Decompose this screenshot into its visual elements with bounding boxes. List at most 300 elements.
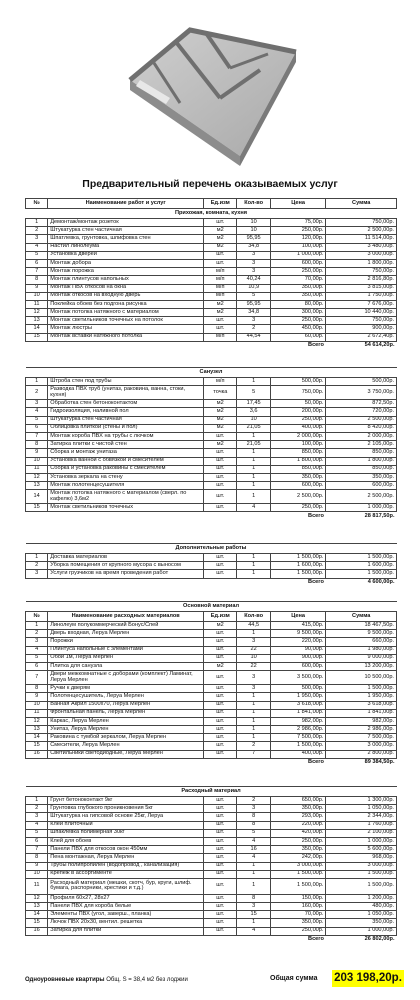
- table-cell: Демонтаж/монтаж розеток: [48, 219, 204, 227]
- table-cell: 350,00р.: [270, 284, 326, 292]
- table-cell: 750,00р.: [326, 219, 397, 227]
- table-cell: шт.: [204, 927, 237, 935]
- page-title: Предварительный перечень оказываемых услуг: [82, 178, 338, 190]
- table-cell: шт.: [204, 432, 237, 440]
- table-cell: м2: [204, 622, 237, 630]
- table-cell: 350,00р.: [326, 473, 397, 481]
- table-row: [26, 662, 397, 670]
- table-row: [26, 268, 397, 276]
- table-cell: 3: [26, 813, 48, 821]
- table-cell: 1: [26, 797, 48, 805]
- table-cell: шт.: [204, 457, 237, 465]
- total-value: 28 817,50р.: [364, 513, 395, 519]
- table-cell: 1 600,00р.: [270, 562, 326, 570]
- grand-total-value: 203 198,20р.: [332, 970, 404, 987]
- table-row: [26, 300, 397, 308]
- table-consumables: [25, 786, 397, 945]
- table-cell: шт.: [204, 709, 237, 717]
- table-cell: 850,00р.: [270, 465, 326, 473]
- table-cell: Затирка плитки с чистой стен: [48, 441, 204, 449]
- table-header-row: [26, 612, 397, 622]
- table-cell: Дверь входная, Леруа Мерлен: [48, 630, 204, 638]
- table-cell: 3 000,00р.: [326, 742, 397, 750]
- table-cell: 10 440,00р.: [326, 309, 397, 317]
- table-cell: шт.: [204, 837, 237, 845]
- table-cell: 3 500,00р.: [270, 671, 326, 685]
- table-row: [26, 333, 397, 341]
- table-cell: шт.: [204, 862, 237, 870]
- table-cell: Грунтовка глубокого проникновения 5кг: [48, 805, 204, 813]
- table-cell: 100,00р.: [270, 441, 326, 449]
- table-cell: м2: [204, 400, 237, 408]
- table-cell: 5: [26, 251, 48, 259]
- table-cell: Установка дверей: [48, 251, 204, 259]
- table-cell: 1 000,00р.: [326, 504, 397, 512]
- table-row: [26, 927, 397, 935]
- table-row: [26, 219, 397, 227]
- table-cell: м2: [204, 408, 237, 416]
- table-cell: 1: [237, 457, 270, 465]
- table-cell: 9 000,00р.: [326, 654, 397, 662]
- table-cell: 1: [237, 473, 270, 481]
- table-cell: 1 800,00р.: [326, 259, 397, 267]
- table-cell: 7 500,00р.: [270, 734, 326, 742]
- table-cell: м/п: [204, 268, 237, 276]
- table-cell: 420,00р.: [270, 829, 326, 837]
- table-cell: м2: [204, 300, 237, 308]
- table-cell: шт.: [204, 717, 237, 725]
- table-cell: 2 500,00р.: [326, 416, 397, 424]
- table-cell: Монтаж вставки натяжного потолка: [48, 333, 204, 341]
- table-cell: 1: [237, 490, 270, 504]
- table-cell: 4: [237, 927, 270, 935]
- table-cell: 4: [26, 646, 48, 654]
- table-cell: 500,00р.: [270, 378, 326, 386]
- table-cell: шт.: [204, 482, 237, 490]
- table-cell: шт.: [204, 693, 237, 701]
- total-value: 26 802,00р.: [364, 936, 395, 943]
- table-cell: 1 500,00р.: [270, 870, 326, 878]
- table-cell: 2 100,00р.: [326, 829, 397, 837]
- table-cell: 34,8: [237, 309, 270, 317]
- table-row: [26, 903, 397, 911]
- table-cell: 1 980,00р.: [326, 646, 397, 654]
- table-cell: 3: [26, 638, 48, 646]
- table-cell: 2: [26, 386, 48, 400]
- table-cell: 12: [26, 894, 48, 902]
- table-cell: шт.: [204, 829, 237, 837]
- table-cell: шт.: [204, 317, 237, 325]
- table-cell: 1 500,00р.: [270, 742, 326, 750]
- table-cell: 850,00р.: [326, 465, 397, 473]
- table-cell: 500,00р.: [270, 685, 326, 693]
- table-cell: 6: [26, 662, 48, 670]
- table-cell: 1: [237, 709, 270, 717]
- total-label: Всего: [308, 513, 324, 519]
- column-header: №: [26, 199, 48, 209]
- table-cell: 250,00р.: [270, 416, 326, 424]
- table-cell: шт.: [204, 734, 237, 742]
- table-cell: 2 000,00р.: [270, 432, 326, 440]
- table-cell: 12: [26, 309, 48, 317]
- table-cell: 2 800,00р.: [326, 750, 397, 758]
- table-cell: 7: [26, 846, 48, 854]
- table-cell: шт.: [204, 638, 237, 646]
- table-cell: 5: [237, 829, 270, 837]
- table-cell: 1 500,00р.: [270, 554, 326, 562]
- table-row: [26, 846, 397, 854]
- table-cell: Монтаж добора: [48, 259, 204, 267]
- table-cell: Установка ванной с обвязкой и смесителем: [48, 457, 204, 465]
- table-cell: 1 500,00р.: [270, 878, 326, 894]
- table-cell: Настил линолеума: [48, 243, 204, 251]
- table-cell: Монтаж потолка натяжного с материалом (сверл. по кафелю) 3,6м2: [48, 490, 204, 504]
- table-row: [26, 646, 397, 654]
- table-cell: 250,00р.: [270, 317, 326, 325]
- table-row: [26, 570, 397, 578]
- table-row: [26, 457, 397, 465]
- table-cell: 8: [26, 685, 48, 693]
- table-cell: 1 200,00р.: [326, 894, 397, 902]
- table-cell: 3 000,00р.: [270, 862, 326, 870]
- table-cell: шт.: [204, 742, 237, 750]
- table-cell: 1: [237, 870, 270, 878]
- table-cell: Ручки к дверям: [48, 685, 204, 693]
- table-cell: 1: [237, 630, 270, 638]
- table-cell: 350,00р.: [270, 846, 326, 854]
- section-title: Дополнительные работы: [26, 544, 397, 554]
- table-cell: Уборка помещения от крупного мусора с выносом: [48, 562, 204, 570]
- table-cell: шт.: [204, 813, 237, 821]
- table-cell: 1: [237, 570, 270, 578]
- table-cell: Грунт бетоноконтакт 9кг: [48, 797, 204, 805]
- table-cell: 3: [26, 400, 48, 408]
- table-cell: 968,00р.: [326, 854, 397, 862]
- table-cell: 1 841,00р.: [270, 709, 326, 717]
- table-cell: Облицовка плиткой (стены и пол): [48, 424, 204, 432]
- table-cell: 1 500,00р.: [270, 570, 326, 578]
- table-row: [26, 726, 397, 734]
- table-row: [26, 742, 397, 750]
- table-cell: Монтаж потолка натяжного с материалом: [48, 309, 204, 317]
- table-cell: Профиля 60х27, 28х27: [48, 894, 204, 902]
- table-cell: 13: [26, 726, 48, 734]
- table-cell: 220,00р.: [270, 638, 326, 646]
- table-cell: 120,00р.: [270, 235, 326, 243]
- table-cell: 7: [237, 750, 270, 758]
- table-cell: 3: [237, 638, 270, 646]
- table-cell: Разводка ПВХ труб (унитаз, раковина, ванна, стоки, кухня): [48, 386, 204, 400]
- table-cell: шт.: [204, 630, 237, 638]
- table-cell: Обои 1м, Леруа Мерлен: [48, 654, 204, 662]
- table-cell: 2: [26, 227, 48, 235]
- table-cell: 1 800,00р.: [326, 457, 397, 465]
- column-header: Сумма: [326, 612, 397, 622]
- table-cell: 10: [26, 701, 48, 709]
- table-row: [26, 821, 397, 829]
- table-cell: Монтаж светильников точечных на потолок: [48, 317, 204, 325]
- table-cell: Штукатурка стен частичная: [48, 227, 204, 235]
- table-cell: 500,00р.: [326, 378, 397, 386]
- table-cell: 1: [237, 862, 270, 870]
- total-label: Всего: [308, 579, 324, 586]
- table-cell: 250,00р.: [270, 837, 326, 845]
- table-cell: м2: [204, 662, 237, 670]
- table-row: [26, 638, 397, 646]
- table-row: [26, 235, 397, 243]
- total-spacer: [26, 341, 271, 351]
- table-cell: 3 815,00р.: [326, 284, 397, 292]
- table-row: [26, 251, 397, 259]
- table-cell: 2: [26, 562, 48, 570]
- table-row: [26, 432, 397, 440]
- table-row: [26, 813, 397, 821]
- table-cell: 250,00р.: [270, 504, 326, 512]
- table-cell: 34,8: [237, 243, 270, 251]
- table-cell: 1 800,00р.: [270, 457, 326, 465]
- table-cell: 1: [237, 378, 270, 386]
- table-cell: шт.: [204, 251, 237, 259]
- table-row: [26, 894, 397, 902]
- table-cell: 5: [26, 416, 48, 424]
- table-cell: Монтаж ПВХ откосов на окна: [48, 284, 204, 292]
- table-cell: 900,00р.: [270, 654, 326, 662]
- table-cell: 18 467,50р.: [326, 622, 397, 630]
- column-header: Наименование работ и услуг: [48, 199, 204, 209]
- table-cell: 11: [26, 709, 48, 717]
- table-row: [26, 878, 397, 894]
- grand-total-label: Общая сумма: [270, 975, 318, 982]
- table-cell: 1 500,00р.: [326, 685, 397, 693]
- table-cell: 1 760,00р.: [326, 821, 397, 829]
- table-cell: 3: [26, 570, 48, 578]
- table-row: [26, 630, 397, 638]
- table-cell: 90,00р.: [270, 646, 326, 654]
- table-cell: 8: [237, 821, 270, 829]
- total-row: [26, 512, 397, 522]
- table-cell: Фронтальная панель, Леруа Мерлен: [48, 709, 204, 717]
- section-title: Основной материал: [26, 602, 397, 612]
- table-cell: 15: [26, 333, 48, 341]
- table-cell: м/п: [204, 284, 237, 292]
- table-cell: 4: [26, 821, 48, 829]
- table-cell: 350,00р.: [270, 919, 326, 927]
- table-cell: 13: [26, 903, 48, 911]
- table-cell: Гидроизоляция, наливной пол: [48, 408, 204, 416]
- table-cell: шт.: [204, 903, 237, 911]
- table-cell: 350,00р.: [270, 805, 326, 813]
- footer-apartment-type: Одноуровневые квартиры: [25, 977, 105, 983]
- table-cell: 1 841,00р.: [326, 709, 397, 717]
- table-cell: 400,00р.: [270, 750, 326, 758]
- table-row: [26, 854, 397, 862]
- table-cell: Шпатлевка, грунтовка, шлифовка стен: [48, 235, 204, 243]
- table-cell: Плинтуса напольные с элементами: [48, 646, 204, 654]
- table-cell: 150,00р.: [270, 894, 326, 902]
- table-cell: 2 000,00р.: [326, 432, 397, 440]
- table-main-material: [25, 601, 397, 768]
- table-cell: 1: [237, 465, 270, 473]
- table-cell: 5: [26, 654, 48, 662]
- table-cell: 5: [237, 292, 270, 300]
- table-row: [26, 259, 397, 267]
- table-row: [26, 622, 397, 630]
- table-cell: шт.: [204, 671, 237, 685]
- table-cell: 2 672,40р.: [326, 333, 397, 341]
- table-cell: 13: [26, 317, 48, 325]
- table-cell: 100,00р.: [270, 243, 326, 251]
- table-cell: 220,00р.: [270, 821, 326, 829]
- table-cell: 1: [237, 449, 270, 457]
- table-row: [26, 554, 397, 562]
- table-cell: 10: [26, 457, 48, 465]
- table-cell: 350,00р.: [270, 473, 326, 481]
- table-cell: шт.: [204, 726, 237, 734]
- table-cell: 850,00р.: [326, 449, 397, 457]
- table-rooms: [25, 198, 397, 351]
- table-cell: 75,00р.: [270, 219, 326, 227]
- total-label: Всего: [308, 936, 324, 943]
- table-cell: Затирка для плитки: [48, 927, 204, 935]
- table-row: [26, 862, 397, 870]
- column-header: Сумма: [326, 199, 397, 209]
- table-cell: Монтаж полотенцесушителя: [48, 482, 204, 490]
- table-cell: 4: [26, 243, 48, 251]
- table-cell: Панели ПВХ для откосов окон 450мм: [48, 846, 204, 854]
- table-cell: 14: [26, 734, 48, 742]
- table-cell: 44,5: [237, 622, 270, 630]
- table-cell: 12: [26, 717, 48, 725]
- table-row: [26, 465, 397, 473]
- table-cell: шт.: [204, 878, 237, 894]
- table-cell: 242,00р.: [270, 854, 326, 862]
- table-cell: 1: [26, 554, 48, 562]
- table-cell: 1: [237, 726, 270, 734]
- table-cell: 2 986,00р.: [326, 726, 397, 734]
- table-cell: 1: [26, 378, 48, 386]
- table-cell: Панели ПВХ для короба белые: [48, 903, 204, 911]
- total-spacer: [26, 758, 271, 768]
- column-header: Ед.изм: [204, 612, 237, 622]
- table-cell: 4: [26, 408, 48, 416]
- table-cell: 7 676,00р.: [326, 300, 397, 308]
- table-cell: 7: [26, 671, 48, 685]
- table-cell: 10,9: [237, 284, 270, 292]
- table-cell: 9: [26, 862, 48, 870]
- table-cell: 1 950,00р.: [326, 693, 397, 701]
- table-cell: 480,00р.: [326, 903, 397, 911]
- section-title: Санузел: [26, 368, 397, 378]
- table-cell: 10 500,00р.: [326, 671, 397, 685]
- table-cell: Расходный материал (мешки, скотч, бур, круги, шлиф. бумага, распорники, крестики и т.д.): [48, 878, 204, 894]
- table-cell: 15: [26, 504, 48, 512]
- table-row: [26, 919, 397, 927]
- table-row: [26, 717, 397, 725]
- table-cell: шт.: [204, 894, 237, 902]
- footer-note: [25, 977, 188, 983]
- table-cell: 6: [26, 837, 48, 845]
- table-cell: шт.: [204, 504, 237, 512]
- total-row: [26, 341, 397, 351]
- table-cell: точка: [204, 386, 237, 400]
- table-cell: 750,00р.: [326, 268, 397, 276]
- table-cell: Раковина с тумбой зеркалом, Леруа Мерлен: [48, 734, 204, 742]
- total-value: 54 614,20р.: [364, 342, 395, 349]
- table-cell: 6: [26, 259, 48, 267]
- table-cell: шт.: [204, 919, 237, 927]
- table-cell: 2 105,00р.: [326, 441, 397, 449]
- table-cell: шт.: [204, 846, 237, 854]
- table-cell: 1: [237, 734, 270, 742]
- table-cell: 1 750,00р.: [326, 292, 397, 300]
- table-cell: 2: [26, 630, 48, 638]
- table-cell: Обработка стен бетоноконтактом: [48, 400, 204, 408]
- table-cell: Монтаж плинтусов напольных: [48, 276, 204, 284]
- table-cell: шт.: [204, 562, 237, 570]
- table-row: [26, 386, 397, 400]
- table-cell: 1: [237, 919, 270, 927]
- table-cell: 1 000,00р.: [270, 251, 326, 259]
- table-cell: м2: [204, 424, 237, 432]
- table-bathroom: [25, 367, 397, 521]
- table-cell: 600,00р.: [270, 662, 326, 670]
- table-cell: 16: [237, 846, 270, 854]
- table-cell: Установка зеркала на стену: [48, 473, 204, 481]
- table-cell: 1 000,00р.: [326, 927, 397, 935]
- total-value: 89 384,50р.: [364, 759, 395, 766]
- total-label: Всего: [308, 342, 324, 349]
- table-cell: 10: [237, 416, 270, 424]
- section-title: Прихожая, комната, кухня: [26, 209, 397, 219]
- table-cell: 982,00р.: [326, 717, 397, 725]
- section-title-row: [26, 787, 397, 797]
- table-cell: 3: [237, 685, 270, 693]
- total-spacer: [26, 935, 271, 945]
- table-cell: Светильники светодиодные, Леруа Мерлен: [48, 750, 204, 758]
- table-row: [26, 378, 397, 386]
- table-cell: 13 200,00р.: [326, 662, 397, 670]
- table-cell: Унитаз, Леруа Мерлен: [48, 726, 204, 734]
- section-title-row: [26, 209, 397, 219]
- table-row: [26, 490, 397, 504]
- table-cell: 1 500,00р.: [326, 878, 397, 894]
- table-cell: Порожки: [48, 638, 204, 646]
- table-cell: м/п: [204, 292, 237, 300]
- footer-area: Общ. S = 38,4 м2 без лоджии: [106, 977, 188, 983]
- table-cell: Штукатурка на гипсовой основе 25кг, Леруа: [48, 813, 204, 821]
- table-row: [26, 829, 397, 837]
- table-row: [26, 292, 397, 300]
- table-cell: шт.: [204, 490, 237, 504]
- table-row: [26, 276, 397, 284]
- table-cell: м2: [204, 227, 237, 235]
- table-row: [26, 284, 397, 292]
- total-row: [26, 935, 397, 945]
- table-cell: 15: [26, 919, 48, 927]
- table-row: [26, 317, 397, 325]
- table-cell: 11: [26, 465, 48, 473]
- table-cell: 4: [237, 504, 270, 512]
- table-cell: Лючок ПВХ 20х30, вентил. решетка: [48, 919, 204, 927]
- table-cell: шт.: [204, 219, 237, 227]
- table-cell: 1: [237, 482, 270, 490]
- table-cell: 9 500,00р.: [270, 630, 326, 638]
- table-cell: 7 500,00р.: [326, 734, 397, 742]
- table-extra-works: [25, 543, 397, 588]
- table-cell: 4: [237, 837, 270, 845]
- table-cell: 600,00р.: [270, 482, 326, 490]
- table-row: [26, 797, 397, 805]
